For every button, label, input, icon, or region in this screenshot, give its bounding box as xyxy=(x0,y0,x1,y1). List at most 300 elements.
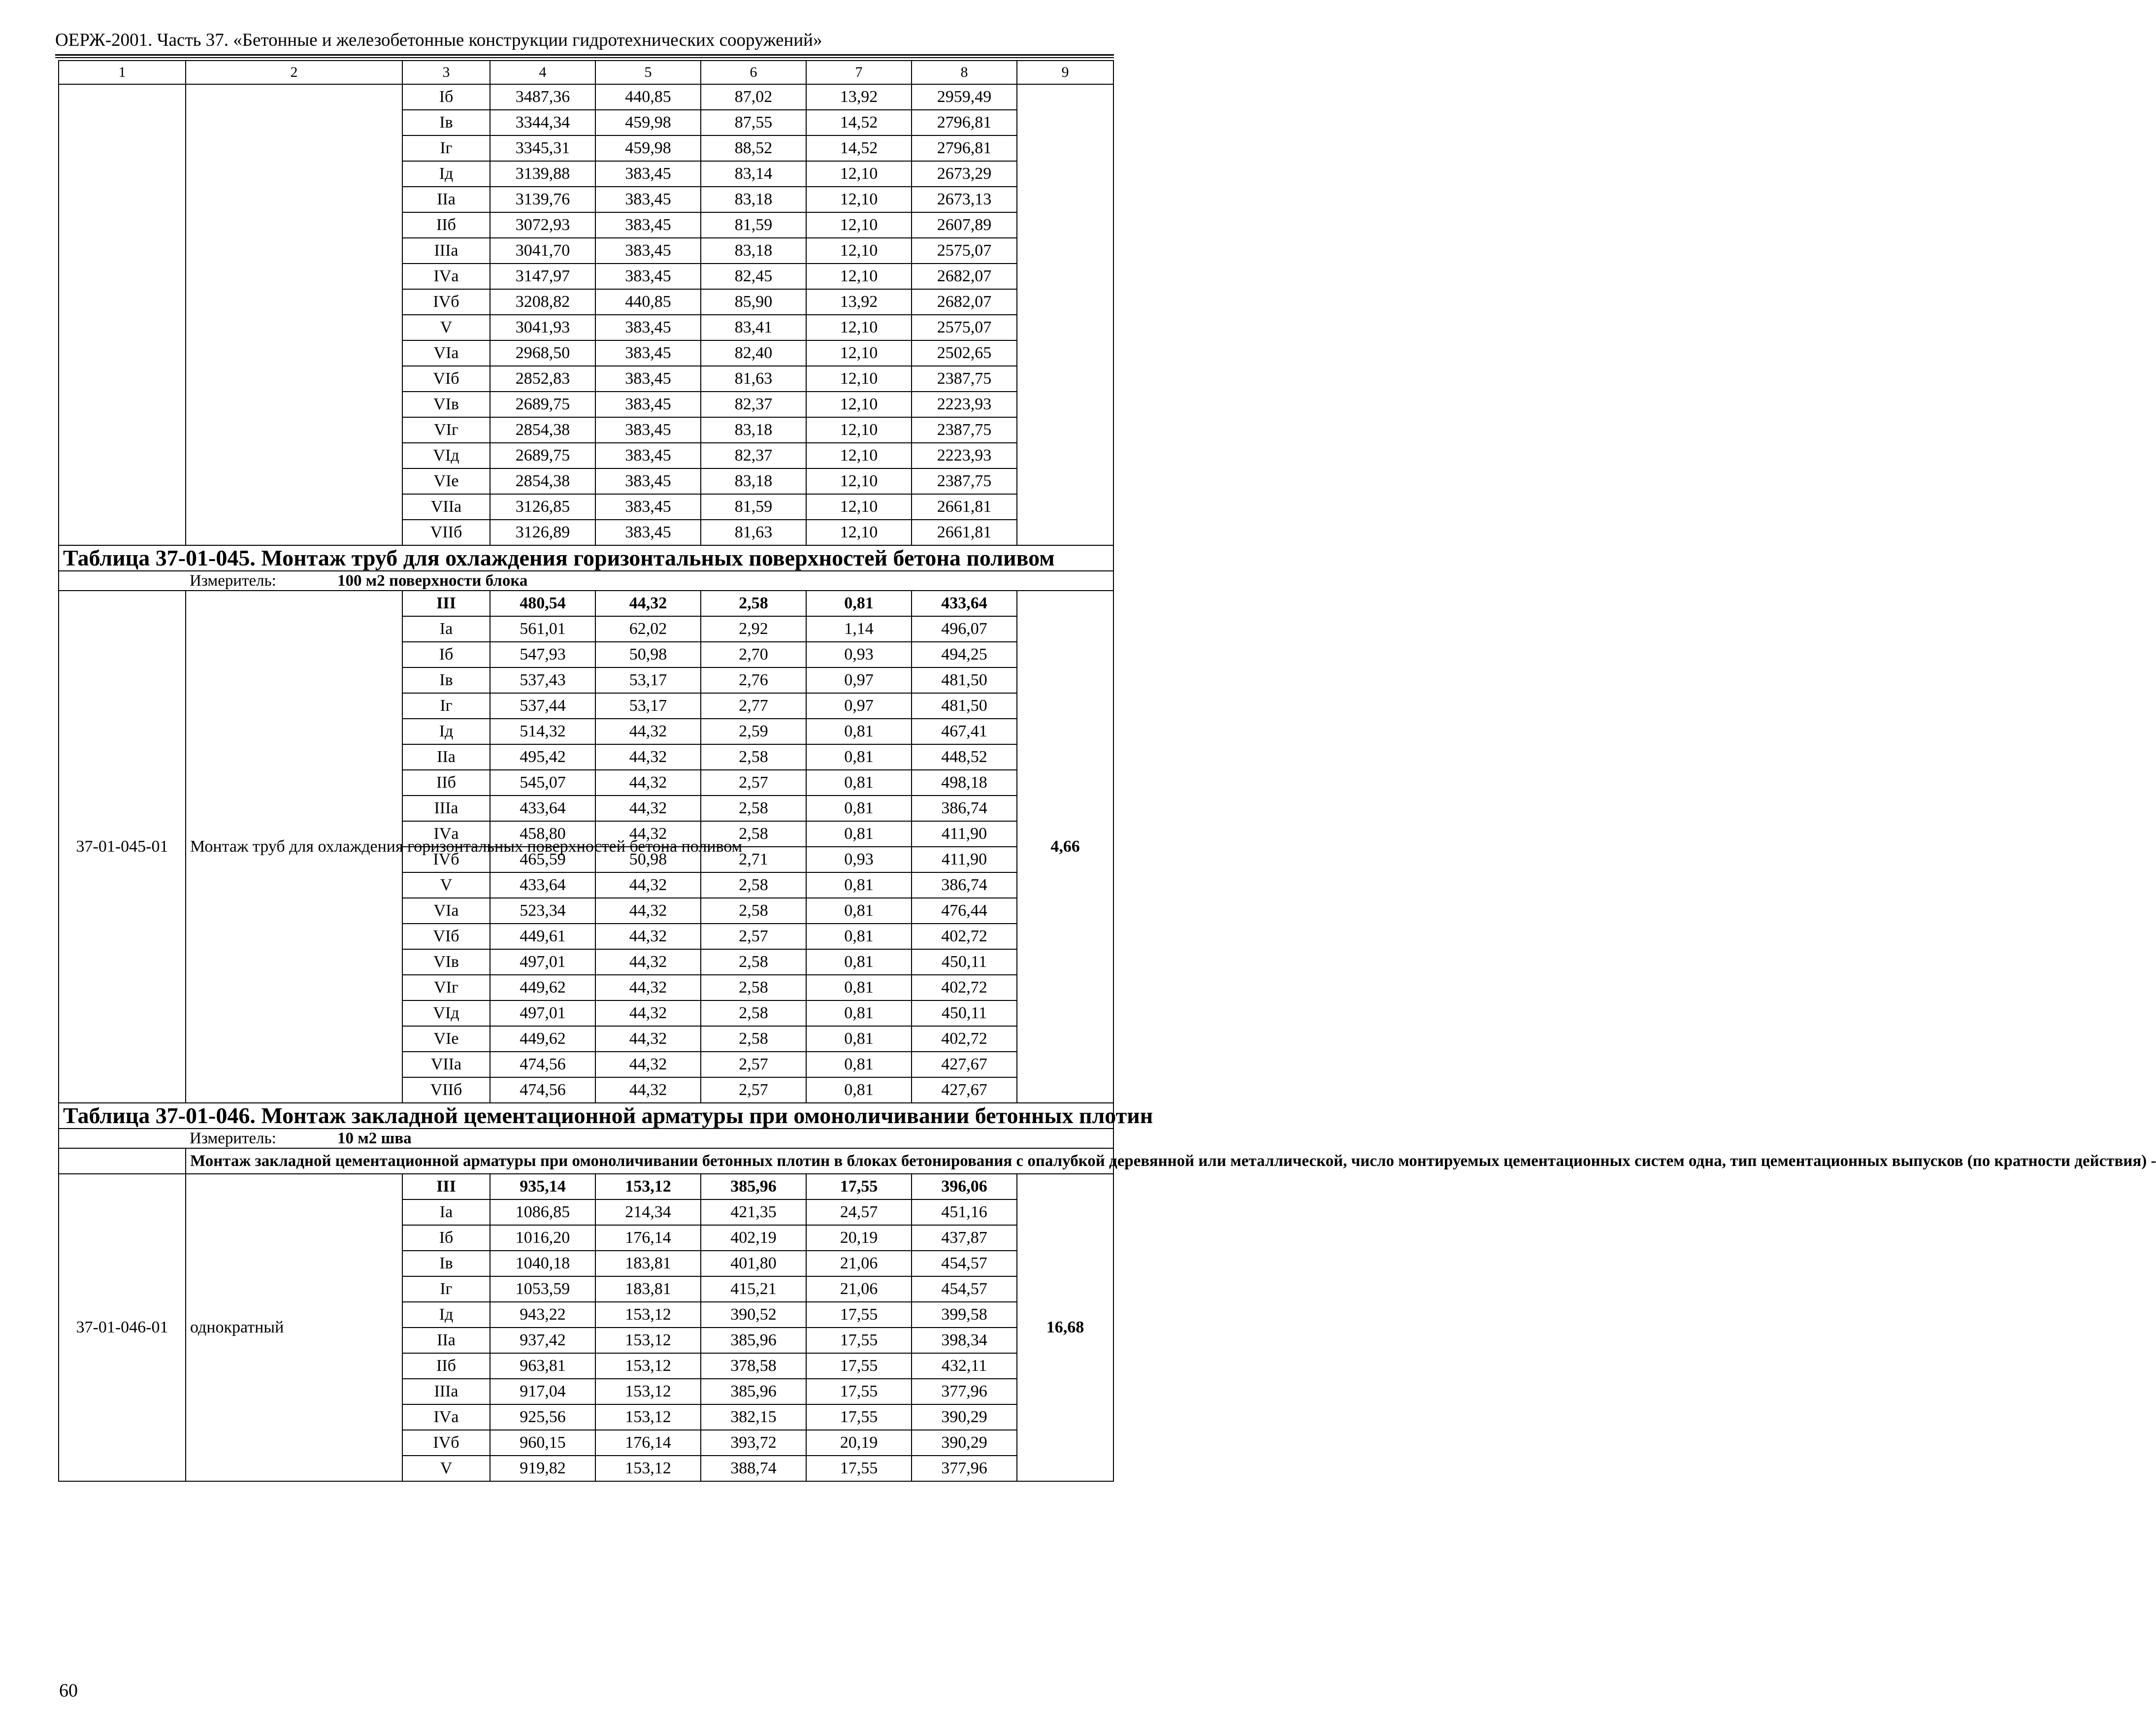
table-cell: VIд xyxy=(402,1000,490,1026)
table-cell: 383,45 xyxy=(595,417,701,443)
table-cell: 451,16 xyxy=(912,1199,1017,1225)
table-cell: 0,81 xyxy=(806,1052,912,1077)
col-number: 5 xyxy=(595,61,701,84)
table-cell: IVб xyxy=(402,847,490,872)
table-cell: 0,81 xyxy=(806,796,912,821)
table-cell: IIIа xyxy=(402,796,490,821)
table-row xyxy=(59,84,1113,110)
table-cell: 2,70 xyxy=(701,642,806,667)
table-cell: 2387,75 xyxy=(912,417,1017,443)
table-cell: 2,58 xyxy=(701,975,806,1000)
table-cell: 176,14 xyxy=(595,1430,701,1456)
table-cell: 2,58 xyxy=(701,898,806,924)
table-cell: 399,58 xyxy=(912,1302,1017,1328)
table-cell: 2852,83 xyxy=(490,366,595,392)
table-cell: IVа xyxy=(402,821,490,847)
col-number: 8 xyxy=(912,61,1017,84)
table-cell: 2,57 xyxy=(701,924,806,949)
measure-spacer xyxy=(59,1129,186,1148)
table-cell: 0,81 xyxy=(806,744,912,770)
note-spacer xyxy=(59,1148,186,1174)
table-cell: 474,56 xyxy=(490,1052,595,1077)
table-cell: 17,55 xyxy=(806,1328,912,1353)
table-cell: 3208,82 xyxy=(490,289,595,315)
table-cell: IIIа xyxy=(402,238,490,264)
table-cell: 12,10 xyxy=(806,417,912,443)
table-cell: 3345,31 xyxy=(490,135,595,161)
table-cell: 83,14 xyxy=(701,161,806,187)
table-cell: IIIа xyxy=(402,1379,490,1404)
table-cell: 3344,34 xyxy=(490,110,595,135)
table-cell: 449,61 xyxy=(490,924,595,949)
table-cell: 12,10 xyxy=(806,520,912,545)
table-cell: 383,45 xyxy=(595,315,701,340)
table-cell: 44,32 xyxy=(595,1077,701,1103)
table-cell: 3147,97 xyxy=(490,264,595,289)
table-cell: 437,87 xyxy=(912,1225,1017,1251)
table-cell: 12,10 xyxy=(806,468,912,494)
table-cell: 0,81 xyxy=(806,1000,912,1026)
table-cell: 497,01 xyxy=(490,949,595,975)
table-cell: IIа xyxy=(402,1328,490,1353)
table-cell: VIIа xyxy=(402,1052,490,1077)
table-cell: 2,59 xyxy=(701,719,806,744)
table-cell: 415,21 xyxy=(701,1276,806,1302)
table-cell: 82,45 xyxy=(701,264,806,289)
table-cell: 17,55 xyxy=(806,1353,912,1379)
table-cell: 87,02 xyxy=(701,84,806,110)
table-cell: 963,81 xyxy=(490,1353,595,1379)
measure-row xyxy=(59,1129,1113,1148)
table-cell: 2,58 xyxy=(701,1000,806,1026)
rate-code xyxy=(59,84,186,545)
table-cell: 474,56 xyxy=(490,1077,595,1103)
table-cell: IVб xyxy=(402,289,490,315)
rate-description xyxy=(186,84,402,545)
table-cell: 44,32 xyxy=(595,719,701,744)
table-cell: 3041,70 xyxy=(490,238,595,264)
table-cell: 386,74 xyxy=(912,796,1017,821)
table-cell: 2,71 xyxy=(701,847,806,872)
table-cell: 476,44 xyxy=(912,898,1017,924)
table-cell: 2854,38 xyxy=(490,417,595,443)
table-cell: 2,92 xyxy=(701,616,806,642)
col-number: 2 xyxy=(186,61,402,84)
table-cell: 82,37 xyxy=(701,443,806,468)
table-cell: 2,57 xyxy=(701,770,806,796)
table-cell: 433,64 xyxy=(912,591,1017,616)
table-cell: VIа xyxy=(402,340,490,366)
table-cell: Iг xyxy=(402,693,490,719)
table-cell: 385,96 xyxy=(701,1174,806,1199)
table-cell: 153,12 xyxy=(595,1379,701,1404)
table-cell: 81,59 xyxy=(701,212,806,238)
table-cell: 383,45 xyxy=(595,212,701,238)
col-number: 7 xyxy=(806,61,912,84)
note-row xyxy=(59,1148,1113,1174)
table-cell: 44,32 xyxy=(595,872,701,898)
table-cell: 383,45 xyxy=(595,187,701,212)
table-cell: 17,55 xyxy=(806,1456,912,1481)
table-cell: 2796,81 xyxy=(912,135,1017,161)
table-cell: 82,40 xyxy=(701,340,806,366)
table-cell: 377,96 xyxy=(912,1456,1017,1481)
table-cell: 0,81 xyxy=(806,898,912,924)
table-cell: 383,45 xyxy=(595,161,701,187)
table-cell: 383,45 xyxy=(595,520,701,545)
table-cell: 153,12 xyxy=(595,1302,701,1328)
labor-cost: 4,66 xyxy=(1017,591,1113,1103)
table-cell: 440,85 xyxy=(595,84,701,110)
table-cell: VIб xyxy=(402,924,490,949)
table-cell: VIв xyxy=(402,392,490,417)
table-cell: 0,93 xyxy=(806,847,912,872)
table-cell: 2673,29 xyxy=(912,161,1017,187)
header-rule-secondary xyxy=(55,57,1114,58)
table-cell: Iд xyxy=(402,161,490,187)
table-cell: 960,15 xyxy=(490,1430,595,1456)
table-cell: 2,77 xyxy=(701,693,806,719)
table-cell: Iд xyxy=(402,719,490,744)
table-cell: 450,11 xyxy=(912,1000,1017,1026)
table-body xyxy=(59,61,2156,1481)
table-cell: 2661,81 xyxy=(912,520,1017,545)
table-cell: 0,81 xyxy=(806,872,912,898)
col-number: 9 xyxy=(1017,61,1113,84)
table-cell: 547,93 xyxy=(490,642,595,667)
table-cell: 183,81 xyxy=(595,1251,701,1276)
table-cell: V xyxy=(402,872,490,898)
table-cell: IVа xyxy=(402,264,490,289)
table-cell: 917,04 xyxy=(490,1379,595,1404)
table-cell: 83,18 xyxy=(701,187,806,212)
table-cell: 12,10 xyxy=(806,187,912,212)
table-cell: VIб xyxy=(402,366,490,392)
table-cell: 82,37 xyxy=(701,392,806,417)
price-table xyxy=(58,60,2156,1482)
table-cell: 393,72 xyxy=(701,1430,806,1456)
table-cell: VIIб xyxy=(402,520,490,545)
table-cell: 2673,13 xyxy=(912,187,1017,212)
table-cell: 937,42 xyxy=(490,1328,595,1353)
table-cell: Iв xyxy=(402,1251,490,1276)
table-cell: III xyxy=(402,1174,490,1199)
table-cell: 2575,07 xyxy=(912,315,1017,340)
col-number: 4 xyxy=(490,61,595,84)
table-cell: 44,32 xyxy=(595,744,701,770)
table-cell: IIа xyxy=(402,187,490,212)
col-number: 1 xyxy=(59,61,186,84)
table-cell: 459,98 xyxy=(595,110,701,135)
table-cell: 81,59 xyxy=(701,494,806,520)
table-cell: Iа xyxy=(402,616,490,642)
table-cell: IIб xyxy=(402,770,490,796)
measure-label: Измеритель: xyxy=(190,1130,276,1147)
table-cell: Iд xyxy=(402,1302,490,1328)
table-cell: 925,56 xyxy=(490,1404,595,1430)
table-cell: Iб xyxy=(402,1225,490,1251)
table-cell: 494,25 xyxy=(912,642,1017,667)
table-cell: 44,32 xyxy=(595,1026,701,1052)
measure-cell xyxy=(186,571,1113,591)
table-cell: 0,97 xyxy=(806,667,912,693)
table-cell: 3126,85 xyxy=(490,494,595,520)
table-cell: 12,10 xyxy=(806,161,912,187)
measure-spacer xyxy=(59,571,186,591)
table-cell: IVб xyxy=(402,1430,490,1456)
table-cell: 388,74 xyxy=(701,1456,806,1481)
table-cell: 12,10 xyxy=(806,392,912,417)
table-cell: 0,93 xyxy=(806,642,912,667)
table-cell: 50,98 xyxy=(595,642,701,667)
table-row xyxy=(59,591,1113,616)
table-cell: III xyxy=(402,591,490,616)
table-cell: Iг xyxy=(402,1276,490,1302)
section-note: Монтаж закладной цементационной арматуры при омоноличивании бетонных плотин в блоках бетонирования с опалубкой деревянной или металлической, число монтируемых цементационных систем одна, тип цементационных выпусков (по кратности действия) - xyxy=(186,1148,1113,1174)
table-cell: 459,98 xyxy=(595,135,701,161)
table-cell: 0,81 xyxy=(806,719,912,744)
table-cell: 458,80 xyxy=(490,821,595,847)
table-cell: 481,50 xyxy=(912,693,1017,719)
table-cell: 1,14 xyxy=(806,616,912,642)
table-cell: 449,62 xyxy=(490,975,595,1000)
table-cell: 465,59 xyxy=(490,847,595,872)
table-cell: 390,29 xyxy=(912,1430,1017,1456)
table-cell: 176,14 xyxy=(595,1225,701,1251)
table-cell: 12,10 xyxy=(806,238,912,264)
table-cell: 2387,75 xyxy=(912,366,1017,392)
table-cell: 214,34 xyxy=(595,1199,701,1225)
table-cell: 449,62 xyxy=(490,1026,595,1052)
table-cell: VIг xyxy=(402,417,490,443)
table-cell: 402,19 xyxy=(701,1225,806,1251)
table-cell: 13,92 xyxy=(806,84,912,110)
page-number: 60 xyxy=(59,1680,78,1701)
table-cell: 2689,75 xyxy=(490,443,595,468)
table-cell: 88,52 xyxy=(701,135,806,161)
table-cell: 83,18 xyxy=(701,468,806,494)
table-cell: 12,10 xyxy=(806,443,912,468)
table-cell: 2607,89 xyxy=(912,212,1017,238)
table-cell: 1016,20 xyxy=(490,1225,595,1251)
table-cell: 83,18 xyxy=(701,238,806,264)
table-title: Таблица 37-01-045. Монтаж труб для охлаждения горизонтальных поверхностей бетона поливом xyxy=(59,545,1113,571)
table-cell: 14,52 xyxy=(806,110,912,135)
table-cell: 385,96 xyxy=(701,1328,806,1353)
table-cell: 480,54 xyxy=(490,591,595,616)
table-cell: 3072,93 xyxy=(490,212,595,238)
rate-code: 37-01-046-01 xyxy=(59,1174,186,1481)
labor-cost xyxy=(1017,84,1113,545)
table-cell: 83,18 xyxy=(701,417,806,443)
table-cell: 153,12 xyxy=(595,1174,701,1199)
table-cell: 427,67 xyxy=(912,1052,1017,1077)
table-cell: 440,85 xyxy=(595,289,701,315)
table-cell: 421,35 xyxy=(701,1199,806,1225)
measure-cell xyxy=(186,1129,1113,1148)
table-cell: 183,81 xyxy=(595,1276,701,1302)
table-cell: 2502,65 xyxy=(912,340,1017,366)
table-cell: 2,76 xyxy=(701,667,806,693)
table-cell: 153,12 xyxy=(595,1353,701,1379)
table-cell: 44,32 xyxy=(595,898,701,924)
table-cell: 2,58 xyxy=(701,796,806,821)
table-cell: 50,98 xyxy=(595,847,701,872)
table-cell: 12,10 xyxy=(806,494,912,520)
table-cell: 17,55 xyxy=(806,1302,912,1328)
table-cell: 44,32 xyxy=(595,796,701,821)
measure-row xyxy=(59,571,1113,591)
table-cell: IIб xyxy=(402,1353,490,1379)
table-cell: 382,15 xyxy=(701,1404,806,1430)
table-cell: 44,32 xyxy=(595,591,701,616)
table-cell: 14,52 xyxy=(806,135,912,161)
table-cell: Iа xyxy=(402,1199,490,1225)
table-cell: 495,42 xyxy=(490,744,595,770)
table-cell: V xyxy=(402,315,490,340)
table-cell: 81,63 xyxy=(701,366,806,392)
table-cell: 383,45 xyxy=(595,392,701,417)
table-cell: 454,57 xyxy=(912,1276,1017,1302)
table-cell: 3126,89 xyxy=(490,520,595,545)
table-cell: Iв xyxy=(402,667,490,693)
table-cell: 17,55 xyxy=(806,1379,912,1404)
table-cell: 561,01 xyxy=(490,616,595,642)
table-cell: VIв xyxy=(402,949,490,975)
table-cell: VIIа xyxy=(402,494,490,520)
table-cell: 433,64 xyxy=(490,872,595,898)
table-cell: 44,32 xyxy=(595,949,701,975)
rate-description: Монтаж труб для охлаждения горизонтальных поверхностей бетона поливом xyxy=(186,591,402,1103)
table-cell: 2689,75 xyxy=(490,392,595,417)
table-cell: 83,41 xyxy=(701,315,806,340)
table-cell: 2,57 xyxy=(701,1052,806,1077)
table-cell: 12,10 xyxy=(806,264,912,289)
table-cell: 383,45 xyxy=(595,264,701,289)
table-cell: 514,32 xyxy=(490,719,595,744)
table-cell: 44,32 xyxy=(595,770,701,796)
table-cell: 383,45 xyxy=(595,238,701,264)
table-cell: 24,57 xyxy=(806,1199,912,1225)
table-cell: VIе xyxy=(402,468,490,494)
table-cell: 383,45 xyxy=(595,340,701,366)
table-cell: 20,19 xyxy=(806,1225,912,1251)
table-cell: 13,92 xyxy=(806,289,912,315)
table-cell: 401,80 xyxy=(701,1251,806,1276)
table-cell: 2,58 xyxy=(701,821,806,847)
table-cell: 85,90 xyxy=(701,289,806,315)
table-cell: 17,55 xyxy=(806,1404,912,1430)
table-cell: 2,57 xyxy=(701,1077,806,1103)
table-cell: 2854,38 xyxy=(490,468,595,494)
rate-description: однократный xyxy=(186,1174,402,1481)
table-cell: Iв xyxy=(402,110,490,135)
table-cell: 2,58 xyxy=(701,1026,806,1052)
table-cell: Iг xyxy=(402,135,490,161)
measure-value: 10 м2 шва xyxy=(337,1130,412,1147)
table-cell: VIд xyxy=(402,443,490,468)
table-cell: 943,22 xyxy=(490,1302,595,1328)
table-cell: 2661,81 xyxy=(912,494,1017,520)
table-cell: 44,32 xyxy=(595,1000,701,1026)
table-cell: 12,10 xyxy=(806,212,912,238)
table-cell: 0,81 xyxy=(806,949,912,975)
table-cell: 44,32 xyxy=(595,924,701,949)
table-cell: 1053,59 xyxy=(490,1276,595,1302)
table-cell: 496,07 xyxy=(912,616,1017,642)
table-cell: VIа xyxy=(402,898,490,924)
table-cell: 44,32 xyxy=(595,975,701,1000)
table-row xyxy=(59,1174,1113,1199)
table-cell: 383,45 xyxy=(595,443,701,468)
table-cell: 12,10 xyxy=(806,315,912,340)
table-cell: 0,81 xyxy=(806,975,912,1000)
table-cell: 523,34 xyxy=(490,898,595,924)
table-cell: 398,34 xyxy=(912,1328,1017,1353)
table-cell: 383,45 xyxy=(595,366,701,392)
table-cell: 0,81 xyxy=(806,1077,912,1103)
table-cell: 21,06 xyxy=(806,1276,912,1302)
table-cell: 81,63 xyxy=(701,520,806,545)
table-cell: 12,10 xyxy=(806,340,912,366)
col-number: 3 xyxy=(402,61,490,84)
table-cell: 3139,88 xyxy=(490,161,595,187)
table-cell: 386,74 xyxy=(912,872,1017,898)
measure-label: Измеритель: xyxy=(190,572,276,590)
table-cell: 481,50 xyxy=(912,667,1017,693)
table-cell: 53,17 xyxy=(595,693,701,719)
table-cell: 0,81 xyxy=(806,770,912,796)
table-cell: 390,52 xyxy=(701,1302,806,1328)
table-cell: 2,58 xyxy=(701,949,806,975)
table-cell: 153,12 xyxy=(595,1404,701,1430)
table-cell: 2682,07 xyxy=(912,289,1017,315)
table-cell: 2575,07 xyxy=(912,238,1017,264)
table-cell: 411,90 xyxy=(912,847,1017,872)
table-cell: 383,45 xyxy=(595,468,701,494)
table-cell: VIе xyxy=(402,1026,490,1052)
header-rule xyxy=(55,54,1114,56)
table-cell: 498,18 xyxy=(912,770,1017,796)
table-cell: 153,12 xyxy=(595,1328,701,1353)
table-cell: 448,52 xyxy=(912,744,1017,770)
table-cell: 62,02 xyxy=(595,616,701,642)
table-cell: 2682,07 xyxy=(912,264,1017,289)
table-cell: IIа xyxy=(402,744,490,770)
table-cell: 2,58 xyxy=(701,744,806,770)
table-cell: 383,45 xyxy=(595,494,701,520)
table-cell: Iб xyxy=(402,84,490,110)
table-cell: 0,81 xyxy=(806,1026,912,1052)
table-cell: 3041,93 xyxy=(490,315,595,340)
table-cell: 0,81 xyxy=(806,591,912,616)
table-cell: 17,55 xyxy=(806,1174,912,1199)
table-cell: 21,06 xyxy=(806,1251,912,1276)
table-cell: 12,10 xyxy=(806,366,912,392)
table-cell: 377,96 xyxy=(912,1379,1017,1404)
table-cell: 2968,50 xyxy=(490,340,595,366)
table-cell: IIб xyxy=(402,212,490,238)
table-cell: 2796,81 xyxy=(912,110,1017,135)
page-header: ОЕРЖ-2001. Часть 37. «Бетонные и железобетонные конструкции гидротехнических сооружений» xyxy=(55,30,822,50)
table-cell: 919,82 xyxy=(490,1456,595,1481)
table-cell: 537,44 xyxy=(490,693,595,719)
table-cell: VIIб xyxy=(402,1077,490,1103)
table-title: Таблица 37-01-046. Монтаж закладной цементационной арматуры при омоноличивании бетонных плотин xyxy=(59,1103,1113,1129)
table-cell: 44,32 xyxy=(595,821,701,847)
table-cell: 402,72 xyxy=(912,975,1017,1000)
table-cell: 432,11 xyxy=(912,1353,1017,1379)
